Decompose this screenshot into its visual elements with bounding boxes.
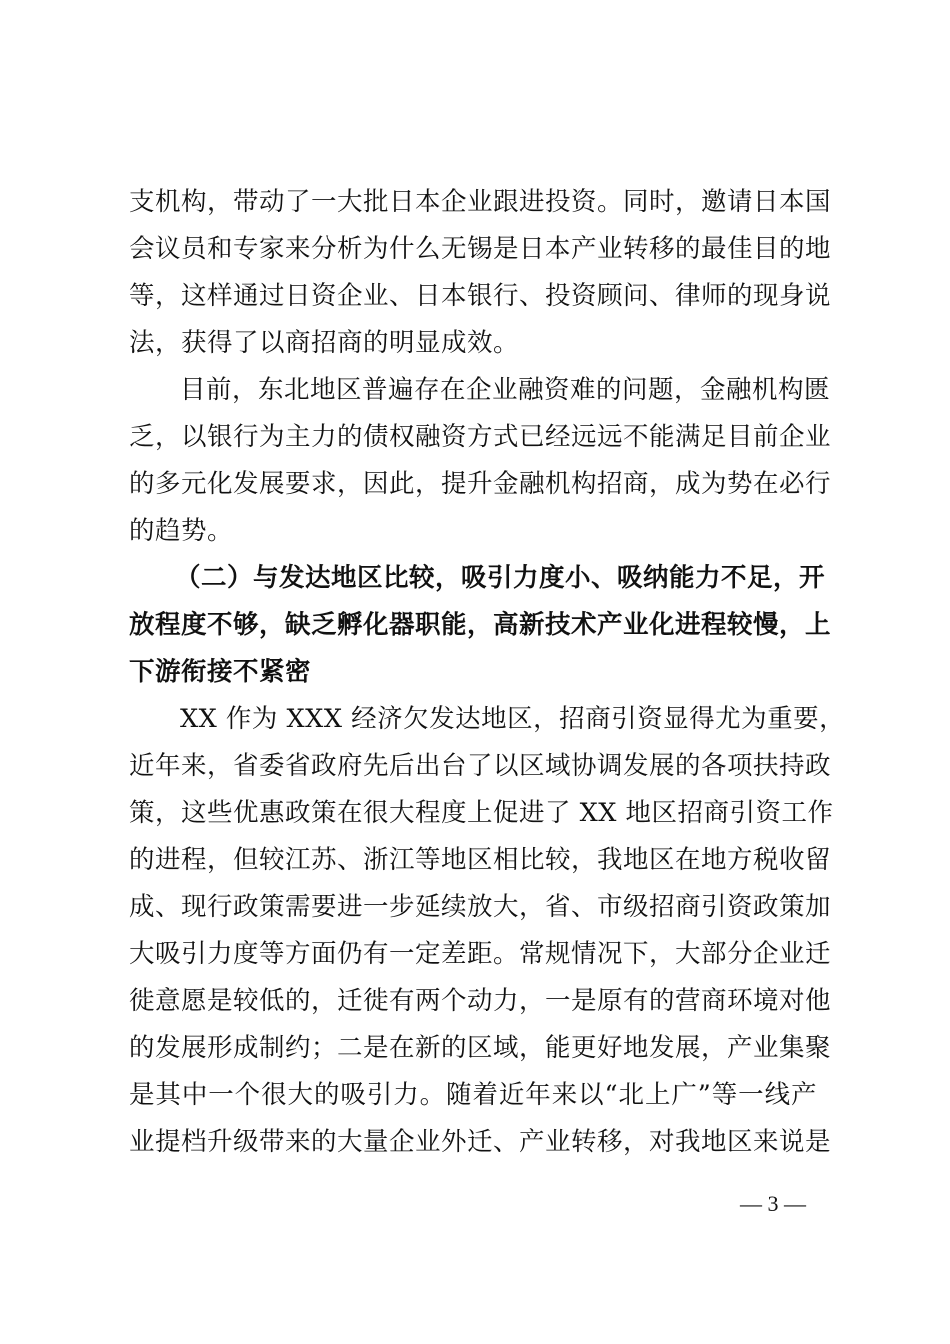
paragraph-line: 支机构，带动了一大批日本企业跟进投资。同时，邀请日本国 xyxy=(129,187,832,217)
paragraph-line: 等，这样通过日资企业、日本银行、投资顾问、律师的现身说 xyxy=(129,281,832,311)
paragraph-line: XX 作为 XXX 经济欠发达地区，招商引资显得尤为重要， xyxy=(180,704,846,734)
paragraph-line: 的进程，但较江苏、浙江等地区相比较，我地区在地方税收留 xyxy=(129,845,832,875)
paragraph-line: 是其中一个很大的吸引力。随着近年来以“北上广”等一线产 xyxy=(129,1080,817,1110)
page-number: — 3 — xyxy=(740,1191,806,1216)
paragraph-line: 业提档升级带来的大量企业外迁、产业转移，对我地区来说是 xyxy=(129,1127,832,1157)
paragraph-line: 的发展形成制约；二是在新的区域，能更好地发展，产业集聚 xyxy=(129,1033,832,1063)
paragraph-line: 成、现行政策需要进一步延续放大，省、市级招商引资政策加 xyxy=(129,892,832,922)
section-heading-line: 下游衔接不紧密 xyxy=(129,657,312,687)
paragraph-line: 策，这些优惠政策在很大程度上促进了 XX 地区招商引资工作 xyxy=(129,798,834,828)
paragraph-line: 徙意愿是较低的，迁徙有两个动力，一是原有的营商环境对他 xyxy=(129,986,832,1016)
paragraph-line: 近年来，省委省政府先后出台了以区域协调发展的各项扶持政 xyxy=(129,751,832,781)
section-heading-line: 放程度不够，缺乏孵化器职能，高新技术产业化进程较慢，上 xyxy=(129,610,832,640)
paragraph-line: 乏，以银行为主力的债权融资方式已经远远不能满足目前企业 xyxy=(129,422,832,452)
paragraph-line: 目前，东北地区普遍存在企业融资难的问题，金融机构匮 xyxy=(180,375,831,405)
paragraph-line: 的趋势。 xyxy=(129,516,234,546)
paragraph-line: 的多元化发展要求，因此，提升金融机构招商，成为势在必行 xyxy=(129,469,832,499)
section-heading-line: （二）与发达地区比较，吸引力度小、吸纳能力不足，开 xyxy=(175,563,826,593)
paragraph-line: 法，获得了以商招商的明显成效。 xyxy=(129,328,520,358)
paragraph-line: 会议员和专家来分析为什么无锡是日本产业转移的最佳目的地 xyxy=(129,234,832,264)
paragraph-line: 大吸引力度等方面仍有一定差距。常规情况下，大部分企业迁 xyxy=(129,939,832,969)
